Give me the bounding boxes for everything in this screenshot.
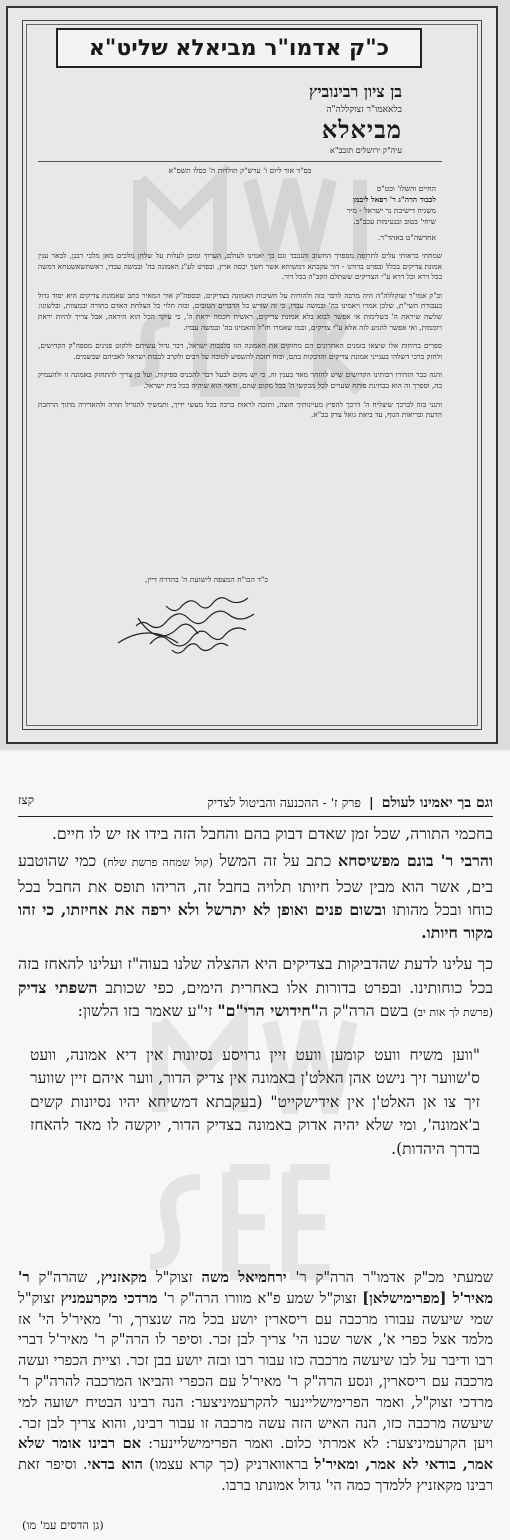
paragraph-text: כתב על זה המשל xyxy=(212,851,338,871)
letter-address xyxy=(38,183,442,243)
paragraph-text: בשם הרה"ק ה xyxy=(318,1001,414,1021)
citation: (קול שמחה פרשת שלח) xyxy=(102,856,213,870)
address-line: משגיח דישיבת נר ישראל - מיר xyxy=(346,206,436,215)
paragraph xyxy=(18,952,493,1024)
source-citation: (גן הדסים עמ' מו) xyxy=(22,1518,104,1532)
page-number: קצז xyxy=(18,793,35,807)
paragraph-text: זי"ע שאמר בזו הלשון: xyxy=(77,1001,218,1021)
letter-section xyxy=(0,0,510,750)
story-fragment: זצוק"ל xyxy=(146,1269,202,1286)
bold-text: מקאזניץ xyxy=(100,1269,147,1286)
story-text xyxy=(18,1268,493,1497)
bold-text: הוא בדאי xyxy=(87,1456,143,1474)
letter-paragraph: ספרים ברוחות אלו שיצאו בזמנים האחרונים הם מחזקים את האמונה הזו בלבבות ישראל, דבר גדול עשיתם ללקוט פנינים מספה"ק הקדושים, ולחזק ברכי דשלהי בענייני אמונת צדיקים והדבקות בהם, ובזה תזכה להשפיע לטובה על רבים ולקרב לבבות ישראל לאביהם שבשמים. xyxy=(38,341,442,361)
letter-greeting: אחדשה"ט באהד"ר. xyxy=(377,233,436,242)
bold-text: ובשום פנים ואופן לא יתרשל ולא ירפה את אחיזתו, כי זהו מקור חיותו. xyxy=(18,899,493,943)
paragraph-text: כך עלינו לדעת שהדביקות בצדיקים היא ההצלה שלנו בעוה"ז ועלינו להאחז בזה בכל כוחותינו. ובפרט בדורות אלו באחרית הימים, כפי שכותב xyxy=(17,954,493,997)
block-quote: "ווען משיח וועט קומען וועט זיין גרויסע נסיונות אין דיא אמונה, וועט ס'שווער זיך נישט אהן האלט'ן באמונה אין צדיק הדור, ווער איהם זיין שווער זיך צו אן האלט'ן אין אידישקייט" (בעקבתא דמשיחא יהיו נסיונות קשים ב'אמונה', ומי שלא יהיה אדוק באמונה בצדיק הדור, יוקשה לו מאד להאחז בדרך היהדות). xyxy=(30,1046,480,1158)
signature-block xyxy=(78,575,268,662)
letterhead-line2: בלאאמו"ר זצוקללה"ה xyxy=(326,105,402,115)
bold-text: והרבי ר' בונם מפשיסחא xyxy=(338,851,494,871)
story-fragment: שמעתי מכ"ק אדמו"ר הרה"ק ר' xyxy=(286,1269,494,1286)
address-line: שיחי' בטוב ובנעימות עכב"ב. xyxy=(353,217,436,226)
letter-date: בס"ד אור ליום ו' ערש"ק תולדות ה' כסלו תשס"א xyxy=(168,166,312,175)
story-fragment: זצוק"ל שמע פ"א מוורו הרה"ק ר' xyxy=(157,1289,363,1307)
bold-text: השפתי צדיק xyxy=(18,977,98,997)
book-title: וגם בך יאמינו לעולם xyxy=(381,794,493,811)
story-fragment: . וסיפר זאת רבינו מקאזניץ ללמדך כמה הי' גדול אמונתו ברבו. xyxy=(18,1456,493,1494)
letterhead xyxy=(38,82,442,155)
body-text xyxy=(18,822,493,1024)
letterhead-city: עיה"ק ירושלים תובב"א xyxy=(330,146,402,155)
paragraph xyxy=(18,849,493,944)
story-fragment: זצוק"ל שמי שיעשה עבורו מרכבה עם ריסארין יושע בכל מה שנצרך, ור' מאיר'ל הי' אז מלמד אצל כפרי א', אשר שכנו הי' צריך לבן זכר. וסיפר לו הרה"ק ר' מאיר'ל דברי רבו ודיבר על לבו שיעשה מרכבה כזו עבור רבו ובזה יושע בבן זכר. וציית הכפרי ועשה מרכבה עם ריסארין, ונסע הרה"ק ר' מאיר'ל עם הכפרי והביאו המרכבה להרה"ק ר' מרדכי זצוק"ל, ואמר הפרימישליינער להקרעמיניצער: הנה רבינו הבטיח ישועה למי שיעשה מרכבה כזו, הנה האיש הזה עשה מרכבה זו עבור רבינו, והוא צריך לבן זכר. ויען הקרעמיניצער: לא אמרתי כלום. ואמר הפרימישליינער: xyxy=(18,1289,493,1453)
address-line: החיים והשלו' וכט"ס xyxy=(377,184,436,193)
chapter-title: פרק ז' - ההכנעה והביטול לצדיק xyxy=(207,795,361,810)
story-fragment: בראווארניק (כך קרא עצמו) xyxy=(142,1456,315,1474)
address-line: לכבוד הרה"ג ר' רפאל ליבמן xyxy=(353,195,436,204)
bold-text: אם רבינו אומר שלא אמר, בודאי לא אמר, ומאיר'ל xyxy=(18,1435,493,1474)
bold-text: ירחמיאל משה xyxy=(201,1269,287,1286)
letter-paragraph: שמחתי בראותי עלים לתרופה מספרך החשוב והנכבד וגם בך יאמינו לעולם, הערוך ומוכן לעלות על שלחן מלכים מאן מלכי רבנן, לבאר ענין אמונת צדיקים בכלל ובפרט בדורנו - דור עקבתא דמשיחא אשר חשך יכסה ארץ, ובפרט לע"נ האמונה בה' ובמשה עבדו, ראשתשאשטחא דמשה בכל דרא וכל דרא ע"י הצדיקים ששתלם הקב"ה בכל דור. xyxy=(38,251,442,282)
bold-text: מרדכי מקרעמניץ xyxy=(60,1289,158,1307)
paragraph-text: בחכמי התורה, שכל זמן שאדם דבוק בהם והחבל הזה בידו אז יש לו חיים. xyxy=(51,824,493,843)
signoff-text: כ"ד הכו"ח המצפה לישועת ה' בהדרה דיין, xyxy=(144,575,268,584)
bold-text: ר' מאיר'ל [מפרימישלאן] xyxy=(18,1269,494,1307)
handwritten-signature xyxy=(78,588,268,658)
letter-paragraph: וכ"ק אמו"ר זצוקללה"ה היה מרבה לדבר בזה ולהורות על חשיבות האמונה בצדיקים, ובספה"ק אור המאיר כתב שאמונת צדיקים היא יסוד גדול בעבודת השי"ת, שלכן אמרו ויאמינו בה' ובמשה עבדו, כי זה שורש כל הדברים הטובים, ובזה תלוי כל הצלחת האדם בתורה ובמצוות, ובלשונו: שלשה שיראת ה' בשלימות אי אפשר לבוא בלא אמונת צדיקים, ראשית חכמה יראת ה', כי עיקר הכל הוא היראה, אבל צריך להיות יראת רוממות, ואי אפשר להגיע לזה אלא ע"י צדיקים, וכמו שאמרו חז"ל והאמינו בה' ובמשה עבדו. xyxy=(38,290,442,332)
letterhead-name: בן ציון רבינוביץ xyxy=(309,82,402,101)
letter-paragraph: והנני בזה לברכך שיצליח ה' דרכך להפיץ מעיינותיך חוצה, ותזכה לראות ברכה בכל מעשי ידיך, ותמשיך להגדיל תורה ולהאדירה מתוך הרחבת הדעת ובריאות הגוף, עד ביאת גואל צדק בב"א. xyxy=(38,399,442,420)
paragraph xyxy=(18,822,493,845)
header-separator: | xyxy=(368,795,374,811)
paragraph-text: כמי שהוטבע בים, אשר הוא מבין שכל חיותו תלויה בחבל זה, הריהו תופס את החבל בכל כוחו ובכל מהותו xyxy=(18,851,493,919)
citation: (פרשת לך אות יב) xyxy=(413,1006,493,1020)
story-fragment: , שהרה"ק xyxy=(29,1269,101,1286)
letter-title: כ"ק אדמו"ר מביאלא שליט"א xyxy=(56,28,422,68)
running-header xyxy=(18,790,493,817)
letterhead-place: מביאלא xyxy=(321,115,402,144)
letter-paragraph: והנה כבר הזהירו רבותינו הקדושים שיש להזהר מאד בענין זה, כי יש מקום לבעל דבר להכניס ספיקות, ועל כן צריך להתחזק באמונה זו ולהעמיק בה, וספרך זה הוא בבחינת פותח שערים לכל מבקשי ה' בכל מקום שהם, וראוי הוא שיהיה בכל בית ישראל. xyxy=(38,370,442,390)
book-page xyxy=(0,752,510,1540)
letterhead-rule xyxy=(38,161,442,162)
bold-text: "חידושי הרי"ם" xyxy=(217,1001,319,1021)
